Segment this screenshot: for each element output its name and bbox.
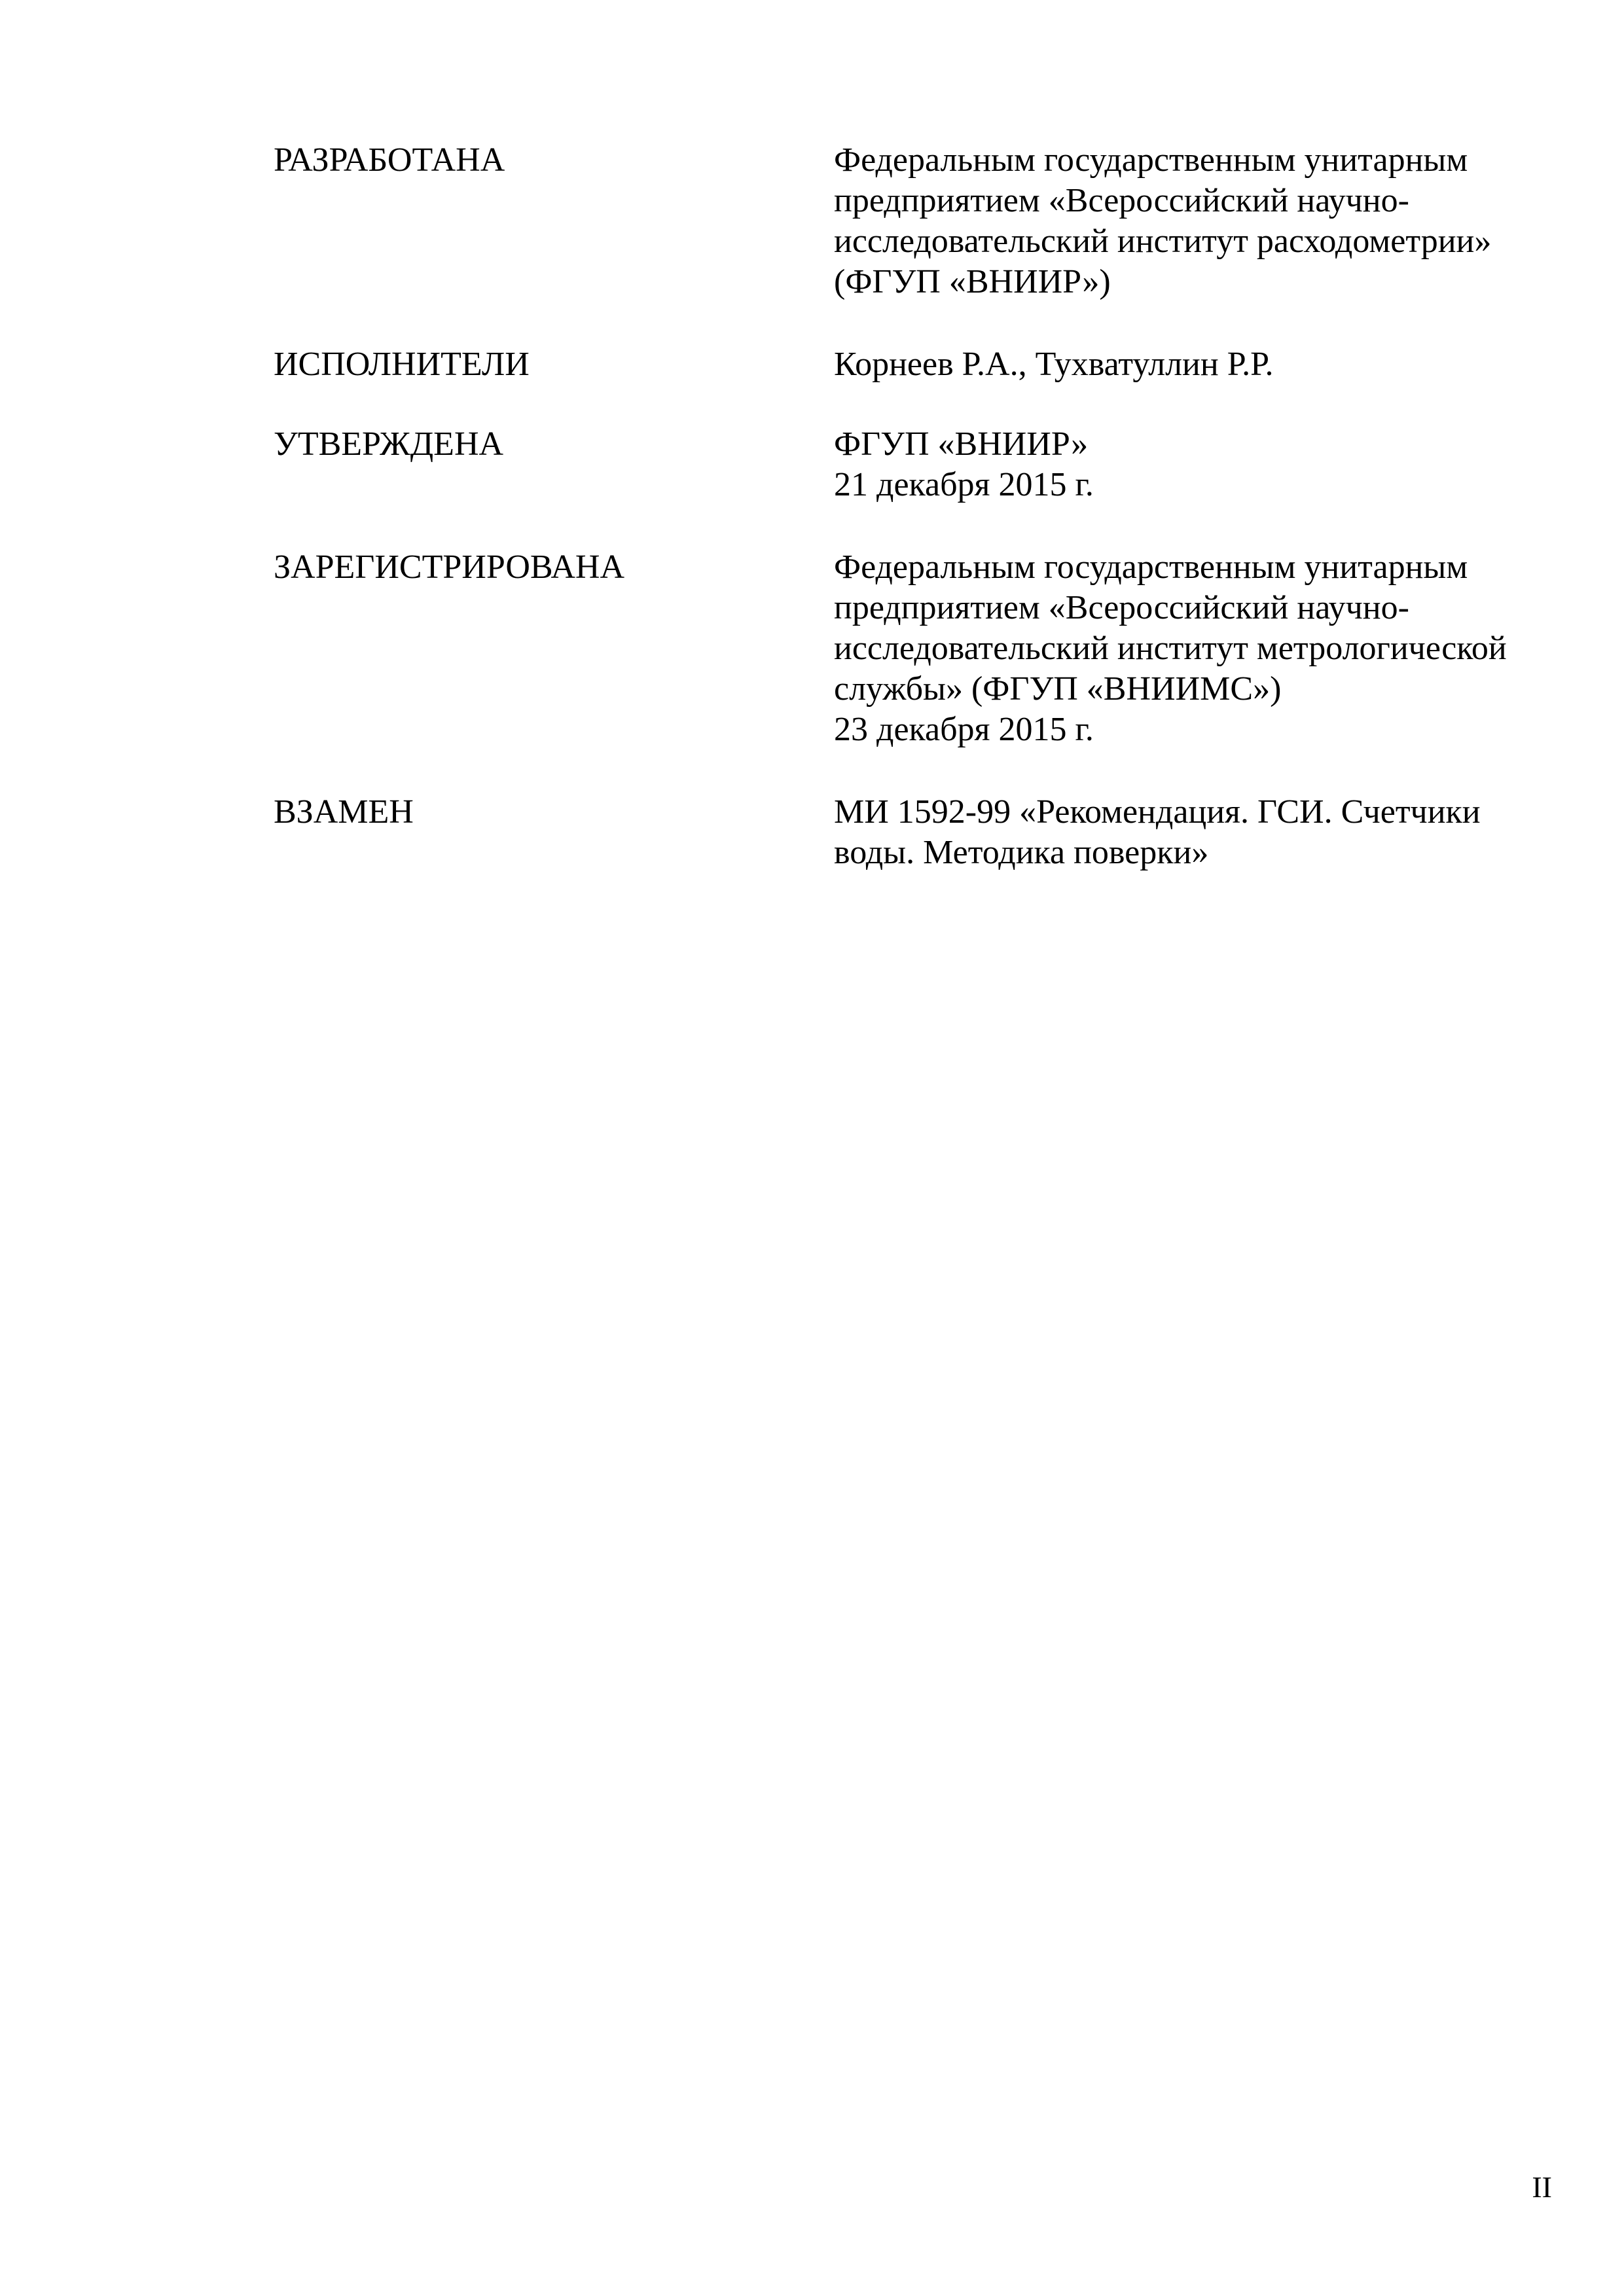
value-line: Федеральным государственным унитарным: [834, 141, 1468, 179]
value-line: исследовательский институт метрологической: [834, 630, 1507, 667]
value-line: Федеральным государственным унитарным: [834, 548, 1468, 586]
value-line: ФГУП «ВНИИР»: [834, 425, 1089, 463]
value-approved: [834, 424, 1557, 505]
value-line: 21 декабря 2015 г.: [834, 466, 1094, 503]
row-developed: [274, 140, 1557, 302]
value-replaces: [834, 792, 1557, 873]
page-number: II: [1532, 2170, 1552, 2204]
row-performers: [274, 344, 1557, 385]
value-line: МИ 1592-99 «Рекомендация. ГСИ. Счетчики: [834, 793, 1481, 831]
value-performers: [834, 344, 1557, 385]
row-approved: [274, 424, 1557, 505]
value-line: воды. Методика поверки»: [834, 834, 1209, 871]
label-performers: ИСПОЛНИТЕЛИ: [274, 346, 530, 383]
row-replaces: [274, 792, 1557, 873]
value-line: исследовательский институт расходометрии»: [834, 223, 1492, 260]
label-approved: УТВЕРЖДЕНА: [274, 425, 504, 463]
value-developed: [834, 140, 1557, 302]
value-line: (ФГУП «ВНИИР»): [834, 263, 1111, 300]
info-table: [274, 140, 1557, 873]
label-developed: РАЗРАБОТАНА: [274, 141, 505, 179]
value-line: Корнеев Р.А., Тухватуллин Р.Р.: [834, 346, 1274, 383]
value-line: предприятием «Всероссийский научно-: [834, 182, 1409, 219]
value-line: 23 декабря 2015 г.: [834, 711, 1094, 748]
label-registered: ЗАРЕГИСТРИРОВАНА: [274, 548, 624, 586]
value-line: предприятием «Всероссийский научно-: [834, 589, 1409, 626]
value-line: службы» (ФГУП «ВНИИМС»): [834, 670, 1282, 708]
row-registered: [274, 547, 1557, 750]
label-replaces: ВЗАМЕН: [274, 793, 414, 831]
value-registered: [834, 547, 1557, 750]
